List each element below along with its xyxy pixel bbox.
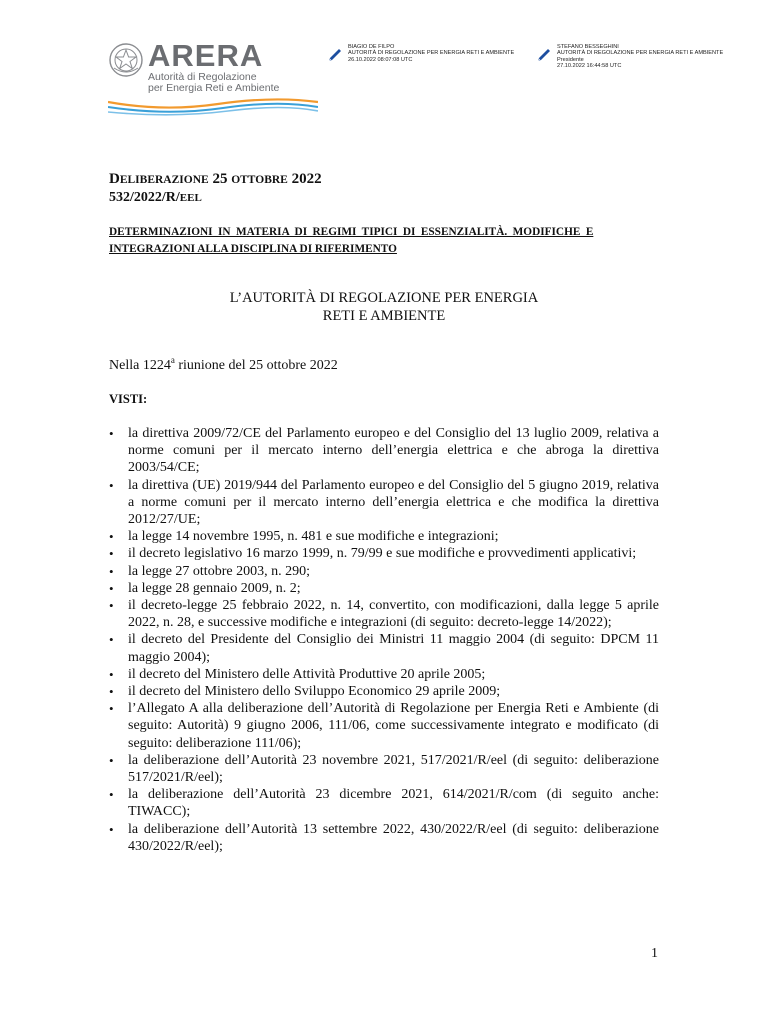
list-item: • il decreto-legge 25 febbraio 2022, n. 14, convertito, con modificazioni, dalla legge 5 aprile 2022, n. 28, e successive modifiche e integrazioni (di seguito: decreto-legge 14/2022);: [109, 598, 659, 631]
bullet-icon: •: [109, 563, 114, 579]
italian-emblem-icon: [108, 42, 144, 78]
authority-line1: L’AUTORITÀ DI REGOLAZIONE PER ENERGIA: [229, 290, 539, 306]
list-item: • la deliberazione dell’Autorità 23 dicembre 2021, 614/2021/R/com (di seguito anche: TIWACC);: [109, 787, 659, 820]
bullet-icon: •: [109, 701, 114, 717]
list-item: • la direttiva 2009/72/CE del Parlamento europeo e del Consiglio del 13 luglio 2009, relativa a norme comuni per il mercato interno dell’energia elettrica e che abroga la direttiva 2003/54/CE;: [109, 426, 659, 476]
bullet-icon: •: [109, 632, 114, 648]
deliberation-subject: [109, 224, 659, 258]
logo-name: ARERA: [148, 38, 264, 73]
bullet-icon: •: [109, 598, 114, 614]
number-suffix: EEL: [179, 192, 202, 204]
meeting-suffix: riunione del 25 ottobre 2022: [174, 358, 338, 373]
deliberation-number: [109, 189, 202, 207]
signature-1-name: BIAGIO DE FILPO: [348, 44, 395, 50]
title-day: 25: [212, 171, 228, 187]
list-item: • la legge 14 novembre 1995, n. 481 e sue modifiche e integrazioni;: [109, 529, 499, 545]
title-year: 2022: [291, 171, 322, 187]
list-item: • l’Allegato A alla deliberazione dell’Autorità di Regolazione per Energia Reti e Ambiente (di seguito: Autorità) 9 giugno 2006, 111/06, come successivamente integrato e modificato (di seguito: deliberazione 111/06);: [109, 701, 659, 751]
visti-list: [109, 425, 659, 855]
list-item: • il decreto del Ministero delle Attività Produttive 20 aprile 2005;: [109, 666, 486, 682]
number-prefix: 532/2022/R/: [109, 190, 180, 205]
logo-subtitle: [148, 72, 308, 94]
title-month: OTTOBRE: [231, 174, 288, 186]
authority-line2: RETI E AMBIENTE: [322, 308, 446, 324]
bullet-icon: •: [109, 580, 114, 596]
subject-line1: DETERMINAZIONI IN MATERIA DI REGIMI TIPICI DI ESSENZIALITÀ. MODIFICHE E: [109, 226, 594, 238]
signature-2-org: AUTORITÀ DI REGOLAZIONE PER ENERGIA RETI E AMBIENTE: [557, 50, 724, 57]
bullet-icon: •: [109, 684, 114, 700]
signature-1-org: AUTORITÀ DI REGOLAZIONE PER ENERGIA RETI E AMBIENTE: [348, 50, 515, 57]
meeting-line: [109, 357, 338, 375]
signature-1-timestamp: 26.10.2022 08:07:08 UTC: [348, 56, 413, 63]
logo-subtitle-line2: per Energia Reti e Ambiente: [148, 82, 280, 94]
meeting-ordinal: a: [170, 355, 175, 365]
bullet-icon: •: [109, 787, 114, 803]
arera-logo: [108, 40, 308, 110]
bullet-icon: •: [109, 426, 114, 441]
title-word: ELIBERAZIONE: [119, 174, 209, 186]
page-number: 1: [651, 946, 658, 961]
list-item: • il decreto legislativo 16 marzo 1999, n. 79/99 e sue modifiche e provvedimenti applicativi;: [109, 546, 637, 562]
deliberation-title: [109, 171, 322, 189]
signature-2-name: STEFANO BESSEGHINI: [557, 44, 619, 50]
list-item: • il decreto del Presidente del Consiglio dei Ministri 11 maggio 2004 (di seguito: DPCM 11 maggio 2004);: [109, 632, 659, 665]
visti-heading: VISTI:: [109, 392, 148, 406]
list-item: • il decreto del Ministero dello Sviluppo Economico 29 aprile 2009;: [109, 684, 501, 700]
logo-waves-icon: [108, 96, 318, 118]
bullet-icon: •: [109, 477, 114, 493]
logo-subtitle-line1: Autorità di Regolazione: [148, 71, 257, 83]
title-initial: D: [109, 171, 120, 187]
bullet-icon: •: [109, 752, 114, 768]
bullet-icon: •: [109, 529, 114, 545]
signature-pen-icon: [328, 48, 342, 62]
list-item: • la deliberazione dell’Autorità 23 novembre 2021, 517/2021/R/eel (di seguito: deliberazione 517/2021/R/eel);: [109, 752, 659, 786]
signature-pen-icon: [537, 48, 551, 62]
list-item: • la legge 27 ottobre 2003, n. 290;: [109, 563, 310, 579]
list-item: • la legge 28 gennaio 2009, n. 2;: [109, 580, 301, 596]
signature-2-role: Presidente: [557, 56, 584, 63]
bullet-icon: •: [109, 666, 114, 682]
bullet-icon: •: [109, 821, 114, 837]
authority-heading: [109, 289, 659, 325]
subject-line2: INTEGRAZIONI ALLA DISCIPLINA DI RIFERIMENTO: [109, 243, 397, 255]
bullet-icon: •: [109, 546, 114, 562]
signature-2-timestamp: 27.10.2022 16:44:58 UTC: [557, 62, 622, 69]
page-header: [0, 0, 768, 110]
list-item: • la deliberazione dell’Autorità 13 settembre 2022, 430/2022/R/eel (di seguito: deliberazione 430/2022/R/eel);: [109, 821, 659, 854]
list-item: • la direttiva (UE) 2019/944 del Parlamento europeo e del Consiglio del 5 giugno 2019, relativa a norme comuni per il mercato interno dell’energia elettrica e che modifica la direttiva 2012/27/UE;: [109, 477, 659, 528]
meeting-prefix: Nella 1224: [109, 358, 171, 373]
